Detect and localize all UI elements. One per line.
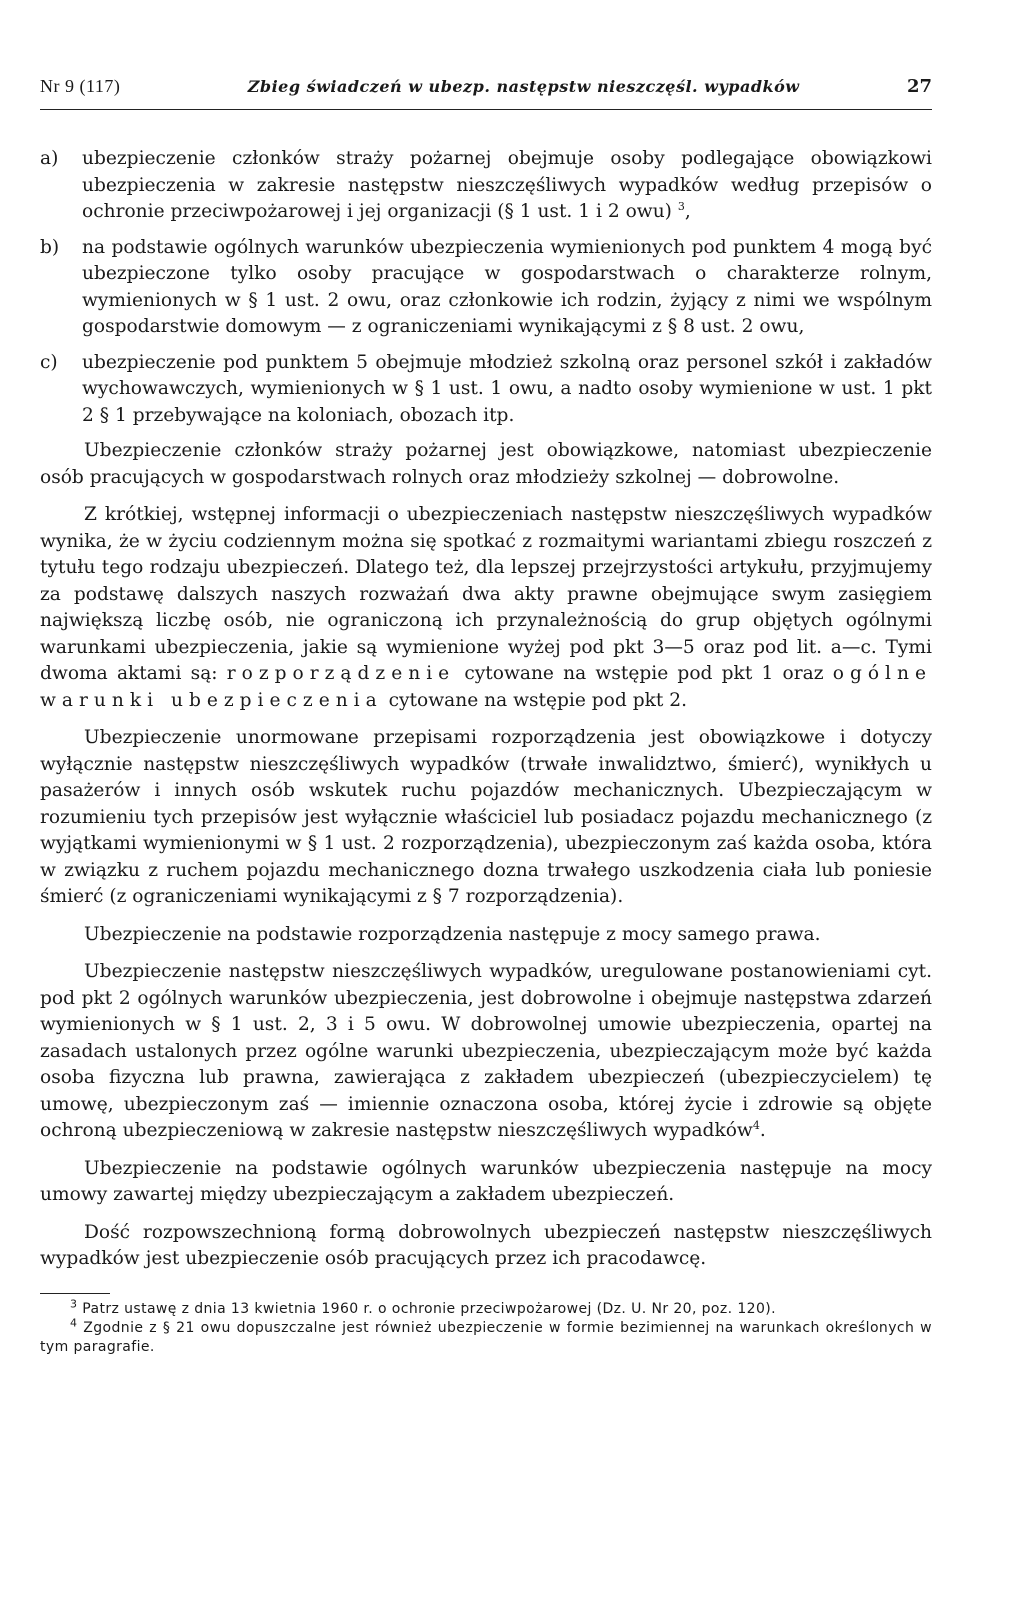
spaced-term: ogólne warunki ubezpieczenia xyxy=(40,663,932,711)
paragraph-1: Ubezpieczenie członków straży pożarnej jest obowiązkowe, natomiast ubezpieczenie osób pracujących w gospodarstwach rolnych oraz młodzieży szkolnej — dobrowolne. xyxy=(40,440,932,488)
list-item-label: b) xyxy=(40,236,60,258)
list-item-label: c) xyxy=(40,351,58,373)
page-number: 27 xyxy=(906,76,932,97)
footnote: $^3$ Patrz ustawę z dnia 13 kwietnia 1960 r. o ochronie przeciwpożarowej (Dz. U. Nr 20, poz. 120). xyxy=(70,1296,776,1317)
page-header xyxy=(40,76,932,110)
footnote-ref[interactable]: 3 xyxy=(677,199,685,213)
list-item-b xyxy=(40,235,932,341)
paragraph-6: Ubezpieczenie na podstawie ogólnych warunków ubezpieczenia następuje na mocy umowy zawartej między ubezpieczającym a zakładem ubezpieczeń. xyxy=(40,1157,932,1205)
list-item-text: na podstawie ogólnych warunków ubezpieczenia wymienionych pod punktem 4 mogą być ubezpieczone tylko osoby pracujące w gospodarstwach o charakterze rolnym, wymienionych w § 1 ust. 2 owu, oraz członkowie ich rodzin, żyjący z nimi we wspólnym gospodarstwie domowym — z ograniczeniami wynikającymi z § 8 ust. 2 owu, xyxy=(82,236,932,337)
list-item-label: a) xyxy=(40,148,59,169)
paragraph-2: Z krótkiej, wstępnej informacji o ubezpieczeniach następstw nieszczęśliwych wypadków wynika, że w życiu codziennym można się spotkać z rozmaitymi wariantami zbiegu roszczeń z tytułu tego rodzaju ubezpieczeń. Dlatego też, dla lepszej przejrzystości artykułu, przyjmujemy za podstawę dalszych naszych rozważań dwa akty prawne obejmujące swym zasięgiem największą liczbę osób, nie ograniczoną ich przynależnością do grup objętych ogólnymi warunkami ubezpieczenia, jakie są wymienione wyżej pod pkt 3—5 oraz pod lit. a—c. Tymi dwoma aktami są: rozporządzenie cytowane na wstępie pod pkt 1 oraz ogólne warunki ubezpieczenia cytowane na wstępie pod pkt 2. xyxy=(40,504,932,711)
spaced-term: rozporządzenie xyxy=(226,663,456,684)
footnote-mark: 4 xyxy=(70,1315,78,1329)
running-title: Zbieg świadczeń w ubezp. następstw nieszczęśl. wypadków xyxy=(247,77,800,96)
paragraph-5: Ubezpieczenie następstw nieszczęśliwych wypadków, uregulowane postanowieniami cyt. pod pkt 2 ogólnych warunków ubezpieczenia, jest dobrowolne i obejmuje następstwa zdarzeń wymienionych w § 1 ust. 2, 3 i 5 owu. W dobrowolnej umowie ubezpieczenia, opartej na zasadach ustalonych przez ogólne warunki ubezpieczenia, ubezpieczającym może być każda osoba fizyczna lub prawna, zawierająca z zakładem ubezpieczeń (ubezpieczycielem) tę umowę, ubezpieczonym zaś — imiennie oznaczona osoba, której życie i zdrowie są objęte ochroną ubezpieczeniową w zakresie następstw nieszczęśliwych wypadków$^4$. xyxy=(40,961,932,1141)
paragraph-7: Dość rozpowszechnioną formą dobrowolnych ubezpieczeń następstw nieszczęśliwych wypadków jest ubezpieczenie osób pracujących przez ich pracodawcę. xyxy=(40,1221,932,1269)
paragraph-3: Ubezpieczenie unormowane przepisami rozporządzenia jest obowiązkowe i dotyczy wyłącznie następstw nieszczęśliwych wypadków (trwałe inwalidztwo, śmierć), wynikłych u pasażerów i innych osób wskutek ruchu pojazdów mechanicznych. Ubezpieczającym w rozumieniu tych przepisów jest wyłącznie właściciel lub posiadacz pojazdu mechanicznego (z wyjątkami wymienionymi w § 1 ust. 2 rozporządzenia), ubezpieczonym zaś każda osoba, która w związku z ruchem pojazdu mechanicznego dozna trwałego uszkodzenia ciała lub poniesie śmierć (z ograniczeniami wynikającymi z § 7 rozporządzenia). xyxy=(40,727,932,907)
footnote-divider xyxy=(40,1293,110,1294)
footnote: $^4$ Zgodnie z § 21 owu dopuszczalne jest również ubezpieczenie w formie bezimiennej na warunkach określonych w tym paragrafie. xyxy=(40,1315,932,1355)
footnote-mark: 3 xyxy=(70,1296,78,1310)
paragraph-4: Ubezpieczenie na podstawie rozporządzenia następuje z mocy samego prawa. xyxy=(84,923,821,945)
list-item-text: ubezpieczenie członków straży pożarnej obejmuje osoby podlegające obowiązkowi ubezpieczenia w zakresie następstw nieszczęśliwych wypadków według przepisów o ochronie przeciwpożarowej i jej organizacji (§ 1 ust. 1 i 2 owu) $^3$, xyxy=(82,148,932,222)
issue-number: Nr 9 (117) xyxy=(40,76,121,96)
list-item-a xyxy=(40,146,932,226)
footnote-ref[interactable]: 4 xyxy=(752,1118,760,1132)
list-item-text: ubezpieczenie pod punktem 5 obejmuje młodzież szkolną oraz personel szkół i zakładów wychowawczych, wymienionych w § 1 ust. 1 owu, a nadto osoby wymienione w ust. 1 pkt 2 § 1 przebywające na koloniach, obozach itp. xyxy=(82,351,932,426)
list-item-c xyxy=(40,350,932,430)
